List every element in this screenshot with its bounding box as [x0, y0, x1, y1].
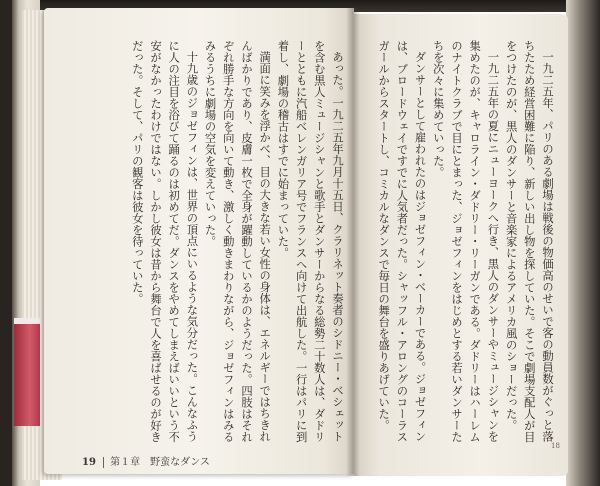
left-page-body: [74, 40, 346, 448]
paragraph: 一九二五年の夏にニューヨークへ行き、黒人のダンサーやミュージシャンを集めたのが、キャロライン・ダドリー・リーガンである。ダドリーはハーレムのナイトクラブで目にとまった、ジョゼフィンをはじめとする若いダンサーたちを次々に集めていった。: [431, 40, 500, 443]
right-page-number: 18: [551, 442, 560, 450]
paragraph: 十九歳のジョゼフィンは、世界の頂点にいるような気分だった。こんなふうに人の注目を浴びて踊るのは初めてだ。ダンスをやめてしまえばいいという不安がなかったわけではない。しかし彼女は昔から舞台で人を喜ばせるのが好きだった。そして、パリの観客は彼女を待っていた。: [130, 40, 199, 443]
paragraph: 満面に笑みを浮かべ、目の大きな若い女性の身体は、エネルギーではちきれんばかりであり、皮膚一枚で全身が躍動しているかのようだった。四肢はそれぞれ勝手な方向を向いて動き、激しく動きまわりながら、ジョゼフィンはみるみるうちに劇場の空気を変えていった。: [203, 40, 272, 443]
book-gutter: [346, 8, 360, 476]
right-page-body: [364, 40, 556, 448]
paragraph: あった。一九二五年九月十五日、クラリネット奏者のシドニー・ベシェットを含む黒人ミュージシャンと歌手とダンサーからなる総勢二十数人は、ダドリーとともに汽船ベレンガリア号でフランスへ向けて出航した。一行はパリに到着し、劇場の稽古はすでに始まっていた。: [276, 40, 344, 443]
page-footer: [82, 453, 210, 468]
background-right: [566, 0, 600, 486]
page-number: 19: [82, 457, 96, 468]
paragraph: 一九二五年、パリのある劇場は戦後の物価高のせいで客の動員数がぐっと落ちたため経営困難に陥り、新しい出し物を探していた。そこで劇場支配人が目をつけたのが、黒人のダンサーと音楽家によるアメリカ風のショーだった。: [504, 40, 554, 443]
bookmark-ribbon: [14, 318, 40, 426]
bookmark-ribbon-top: [14, 318, 40, 324]
paragraph: ダンサーとして雇われたのはジョゼフィン・ベーカーである。ジョゼフィンは、ブロードウェイですでに人気者だった。シャッフル・アロングのコーラスガールからスタートし、コミカルなダンスで毎日の舞台を盛りあげていた。: [377, 40, 427, 443]
running-head: 第１章 野蛮なダンス: [103, 457, 210, 468]
